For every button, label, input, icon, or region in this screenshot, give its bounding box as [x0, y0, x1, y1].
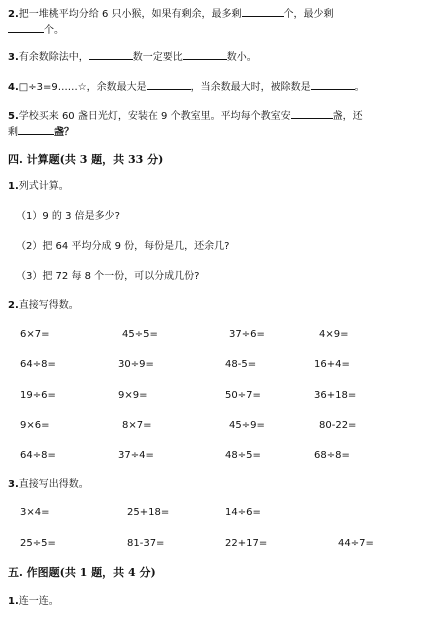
question-text: 盏，还 — [332, 111, 363, 122]
question-text: 直接写出得数。 — [18, 479, 89, 490]
math-item: 68÷8= — [314, 450, 350, 461]
question-text: 。 — [354, 82, 365, 93]
math-item: 36+18= — [314, 390, 357, 401]
math-item: 14÷6= — [225, 507, 261, 518]
math-item: 48-5= — [225, 359, 257, 370]
section-4-title: 四. 计算题(共 3 题，共 33 分) — [8, 153, 164, 166]
math-item: 64÷8= — [20, 450, 56, 461]
question-text: 数一定要比 — [132, 52, 183, 63]
answer-blank[interactable] — [242, 5, 284, 17]
answer-blank[interactable] — [291, 107, 333, 119]
question-number: 4. — [8, 82, 19, 93]
math-item: 48÷5= — [225, 450, 261, 461]
answer-blank[interactable] — [8, 21, 44, 33]
math-item: 4×9= — [319, 329, 349, 340]
question-number: 2. — [8, 9, 19, 20]
calc-1-item-3: （3）把 72 每 8 个一份，可以分成几份? — [16, 271, 200, 282]
draw-1-heading — [8, 595, 59, 609]
question-2-cont — [8, 21, 64, 38]
calc-1-item-2: （2）把 64 平均分成 9 份，每份是几，还余几? — [16, 241, 230, 252]
calc-2-heading — [8, 299, 79, 313]
answer-blank[interactable] — [311, 78, 355, 90]
question-number: 2. — [8, 300, 19, 311]
math-item: 44÷7= — [338, 538, 374, 549]
answer-blank[interactable] — [89, 48, 133, 60]
calc-3-heading — [8, 478, 89, 492]
math-item: 25+18= — [127, 507, 170, 518]
question-number: 1. — [8, 181, 19, 192]
calc-1-item-1: （1）9 的 3 倍是多少? — [16, 211, 120, 222]
question-text: 学校买来 60 盏日光灯，安装在 9 个教室里。平均每个教室安 — [18, 111, 291, 122]
question-text: 个。 — [44, 25, 64, 36]
math-item: 50÷7= — [225, 390, 261, 401]
math-item: 81-37= — [127, 538, 165, 549]
answer-blank[interactable] — [183, 48, 227, 60]
question-number: 5. — [8, 111, 19, 122]
math-item: 30÷9= — [118, 359, 154, 370]
math-item: 8×7= — [122, 420, 152, 431]
math-item: 37÷4= — [118, 450, 154, 461]
question-3 — [8, 48, 257, 65]
math-item: 45÷9= — [229, 420, 265, 431]
question-text: 直接写得数。 — [18, 300, 79, 311]
question-number: 3. — [8, 479, 19, 490]
question-text: 连一连。 — [18, 596, 59, 607]
math-item: 25÷5= — [20, 538, 56, 549]
answer-blank[interactable] — [147, 78, 191, 90]
math-item: 6×7= — [20, 329, 50, 340]
question-text: ，当余数最大时，被除数是 — [190, 82, 311, 93]
question-text: 盏？ — [54, 127, 74, 138]
question-number: 1. — [8, 596, 19, 607]
question-text: 列式计算。 — [18, 181, 69, 192]
calc-1-heading — [8, 180, 69, 194]
math-item: 22+17= — [225, 538, 268, 549]
math-item: 19÷6= — [20, 390, 56, 401]
question-5 — [8, 107, 363, 124]
math-item: 64÷8= — [20, 359, 56, 370]
question-text: 剩 — [8, 127, 18, 138]
question-text: □÷3=9……☆，余数最大是 — [18, 82, 147, 93]
math-item: 9×6= — [20, 420, 50, 431]
question-2 — [8, 5, 334, 22]
question-5-cont — [8, 123, 74, 140]
answer-blank[interactable] — [18, 123, 54, 135]
section-5-title: 五. 作图题(共 1 题，共 4 分) — [8, 566, 156, 579]
question-4 — [8, 78, 365, 95]
math-item: 45÷5= — [122, 329, 158, 340]
question-text: 把一堆桃平均分给 6 只小猴，如果有剩余，最多剩 — [18, 9, 242, 20]
math-item: 9×9= — [118, 390, 148, 401]
math-item: 80-22= — [319, 420, 357, 431]
math-item: 3×4= — [20, 507, 50, 518]
math-item: 16+4= — [314, 359, 350, 370]
question-text: 有余数除法中， — [18, 52, 89, 63]
question-text: 数小。 — [226, 52, 257, 63]
question-number: 3. — [8, 52, 19, 63]
question-text: 个，最少剩 — [283, 9, 334, 20]
math-item: 37÷6= — [229, 329, 265, 340]
